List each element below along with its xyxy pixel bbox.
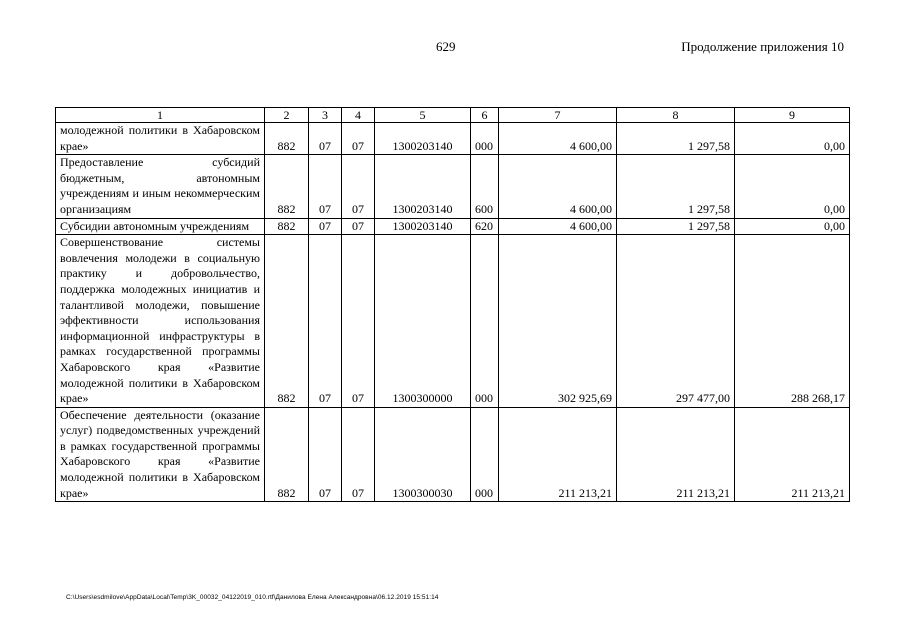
amount-col9: 0,00 bbox=[735, 155, 850, 218]
amount-col8: 297 477,00 bbox=[617, 235, 735, 408]
table-row bbox=[56, 407, 850, 502]
target-item-code: 1300300000 bbox=[375, 235, 471, 408]
page-number: 629 bbox=[436, 39, 456, 54]
column-number: 1 bbox=[56, 108, 265, 123]
amount-col7: 302 925,69 bbox=[499, 235, 617, 408]
appendix-note: Продолжение приложения 10 bbox=[681, 39, 844, 54]
amount-col8: 211 213,21 bbox=[617, 407, 735, 502]
amount-col8: 1 297,58 bbox=[617, 123, 735, 155]
amount-col7: 4 600,00 bbox=[499, 123, 617, 155]
column-number: 6 bbox=[471, 108, 499, 123]
row-description: Обеспечение деятельности (оказание услуг) подведомственных учреждений в рамках государственной программы Хабаровского края «Развитие молодежной политики в Хабаровском крае» bbox=[56, 407, 265, 502]
table-row bbox=[56, 123, 850, 155]
target-item-code: 1300203140 bbox=[375, 123, 471, 155]
section-code: 07 bbox=[309, 155, 342, 218]
target-item-code: 1300203140 bbox=[375, 155, 471, 218]
ministry-code: 882 bbox=[265, 123, 309, 155]
subsection-code: 07 bbox=[342, 123, 375, 155]
ministry-code: 882 bbox=[265, 155, 309, 218]
column-number: 2 bbox=[265, 108, 309, 123]
subsection-code: 07 bbox=[342, 235, 375, 408]
section-code: 07 bbox=[309, 407, 342, 502]
subsection-code: 07 bbox=[342, 155, 375, 218]
amount-col9: 0,00 bbox=[735, 123, 850, 155]
table-row bbox=[56, 218, 850, 235]
table-row bbox=[56, 155, 850, 218]
amount-col7: 4 600,00 bbox=[499, 155, 617, 218]
row-description: Совершенствование системы вовлечения молодежи в социальную практику и добровольчество, поддержка молодежных инициатив и талантливой молодежи, повышение эффективности использования информационной инфраструктуры в рамках государственной программы Хабаровского края «Развитие молодежной политики в Хабаровском крае» bbox=[56, 235, 265, 408]
subsection-code: 07 bbox=[342, 218, 375, 235]
column-number-row bbox=[56, 108, 850, 123]
expense-type-code: 620 bbox=[471, 218, 499, 235]
section-code: 07 bbox=[309, 218, 342, 235]
amount-col9: 288 268,17 bbox=[735, 235, 850, 408]
section-code: 07 bbox=[309, 235, 342, 408]
subsection-code: 07 bbox=[342, 407, 375, 502]
amount-col9: 211 213,21 bbox=[735, 407, 850, 502]
expense-type-code: 000 bbox=[471, 407, 499, 502]
ministry-code: 882 bbox=[265, 235, 309, 408]
amount-col7: 4 600,00 bbox=[499, 218, 617, 235]
column-number: 7 bbox=[499, 108, 617, 123]
amount-col8: 1 297,58 bbox=[617, 218, 735, 235]
row-description: молодежной политики в Хабаровском крае» bbox=[56, 123, 265, 155]
ministry-code: 882 bbox=[265, 407, 309, 502]
target-item-code: 1300203140 bbox=[375, 218, 471, 235]
amount-col9: 0,00 bbox=[735, 218, 850, 235]
row-description: Субсидии автономным учреждениям bbox=[56, 218, 265, 235]
budget-table bbox=[55, 107, 850, 502]
expense-type-code: 000 bbox=[471, 123, 499, 155]
expense-type-code: 000 bbox=[471, 235, 499, 408]
column-number: 9 bbox=[735, 108, 850, 123]
column-number: 8 bbox=[617, 108, 735, 123]
amount-col8: 1 297,58 bbox=[617, 155, 735, 218]
column-number: 4 bbox=[342, 108, 375, 123]
footer-file-path: C:\Users\esdmilove\AppData\Local\Temp\3K_00032_04122019_010.rtf\Данилова Елена Александровна\06.12.2019 15:51:14 bbox=[66, 594, 439, 601]
amount-col7: 211 213,21 bbox=[499, 407, 617, 502]
table-row bbox=[56, 235, 850, 408]
row-description: Предоставление субсидий бюджетным, автономным учреждениям и иным некоммерческим организациям bbox=[56, 155, 265, 218]
ministry-code: 882 bbox=[265, 218, 309, 235]
section-code: 07 bbox=[309, 123, 342, 155]
expense-type-code: 600 bbox=[471, 155, 499, 218]
target-item-code: 1300300030 bbox=[375, 407, 471, 502]
column-number: 5 bbox=[375, 108, 471, 123]
column-number: 3 bbox=[309, 108, 342, 123]
